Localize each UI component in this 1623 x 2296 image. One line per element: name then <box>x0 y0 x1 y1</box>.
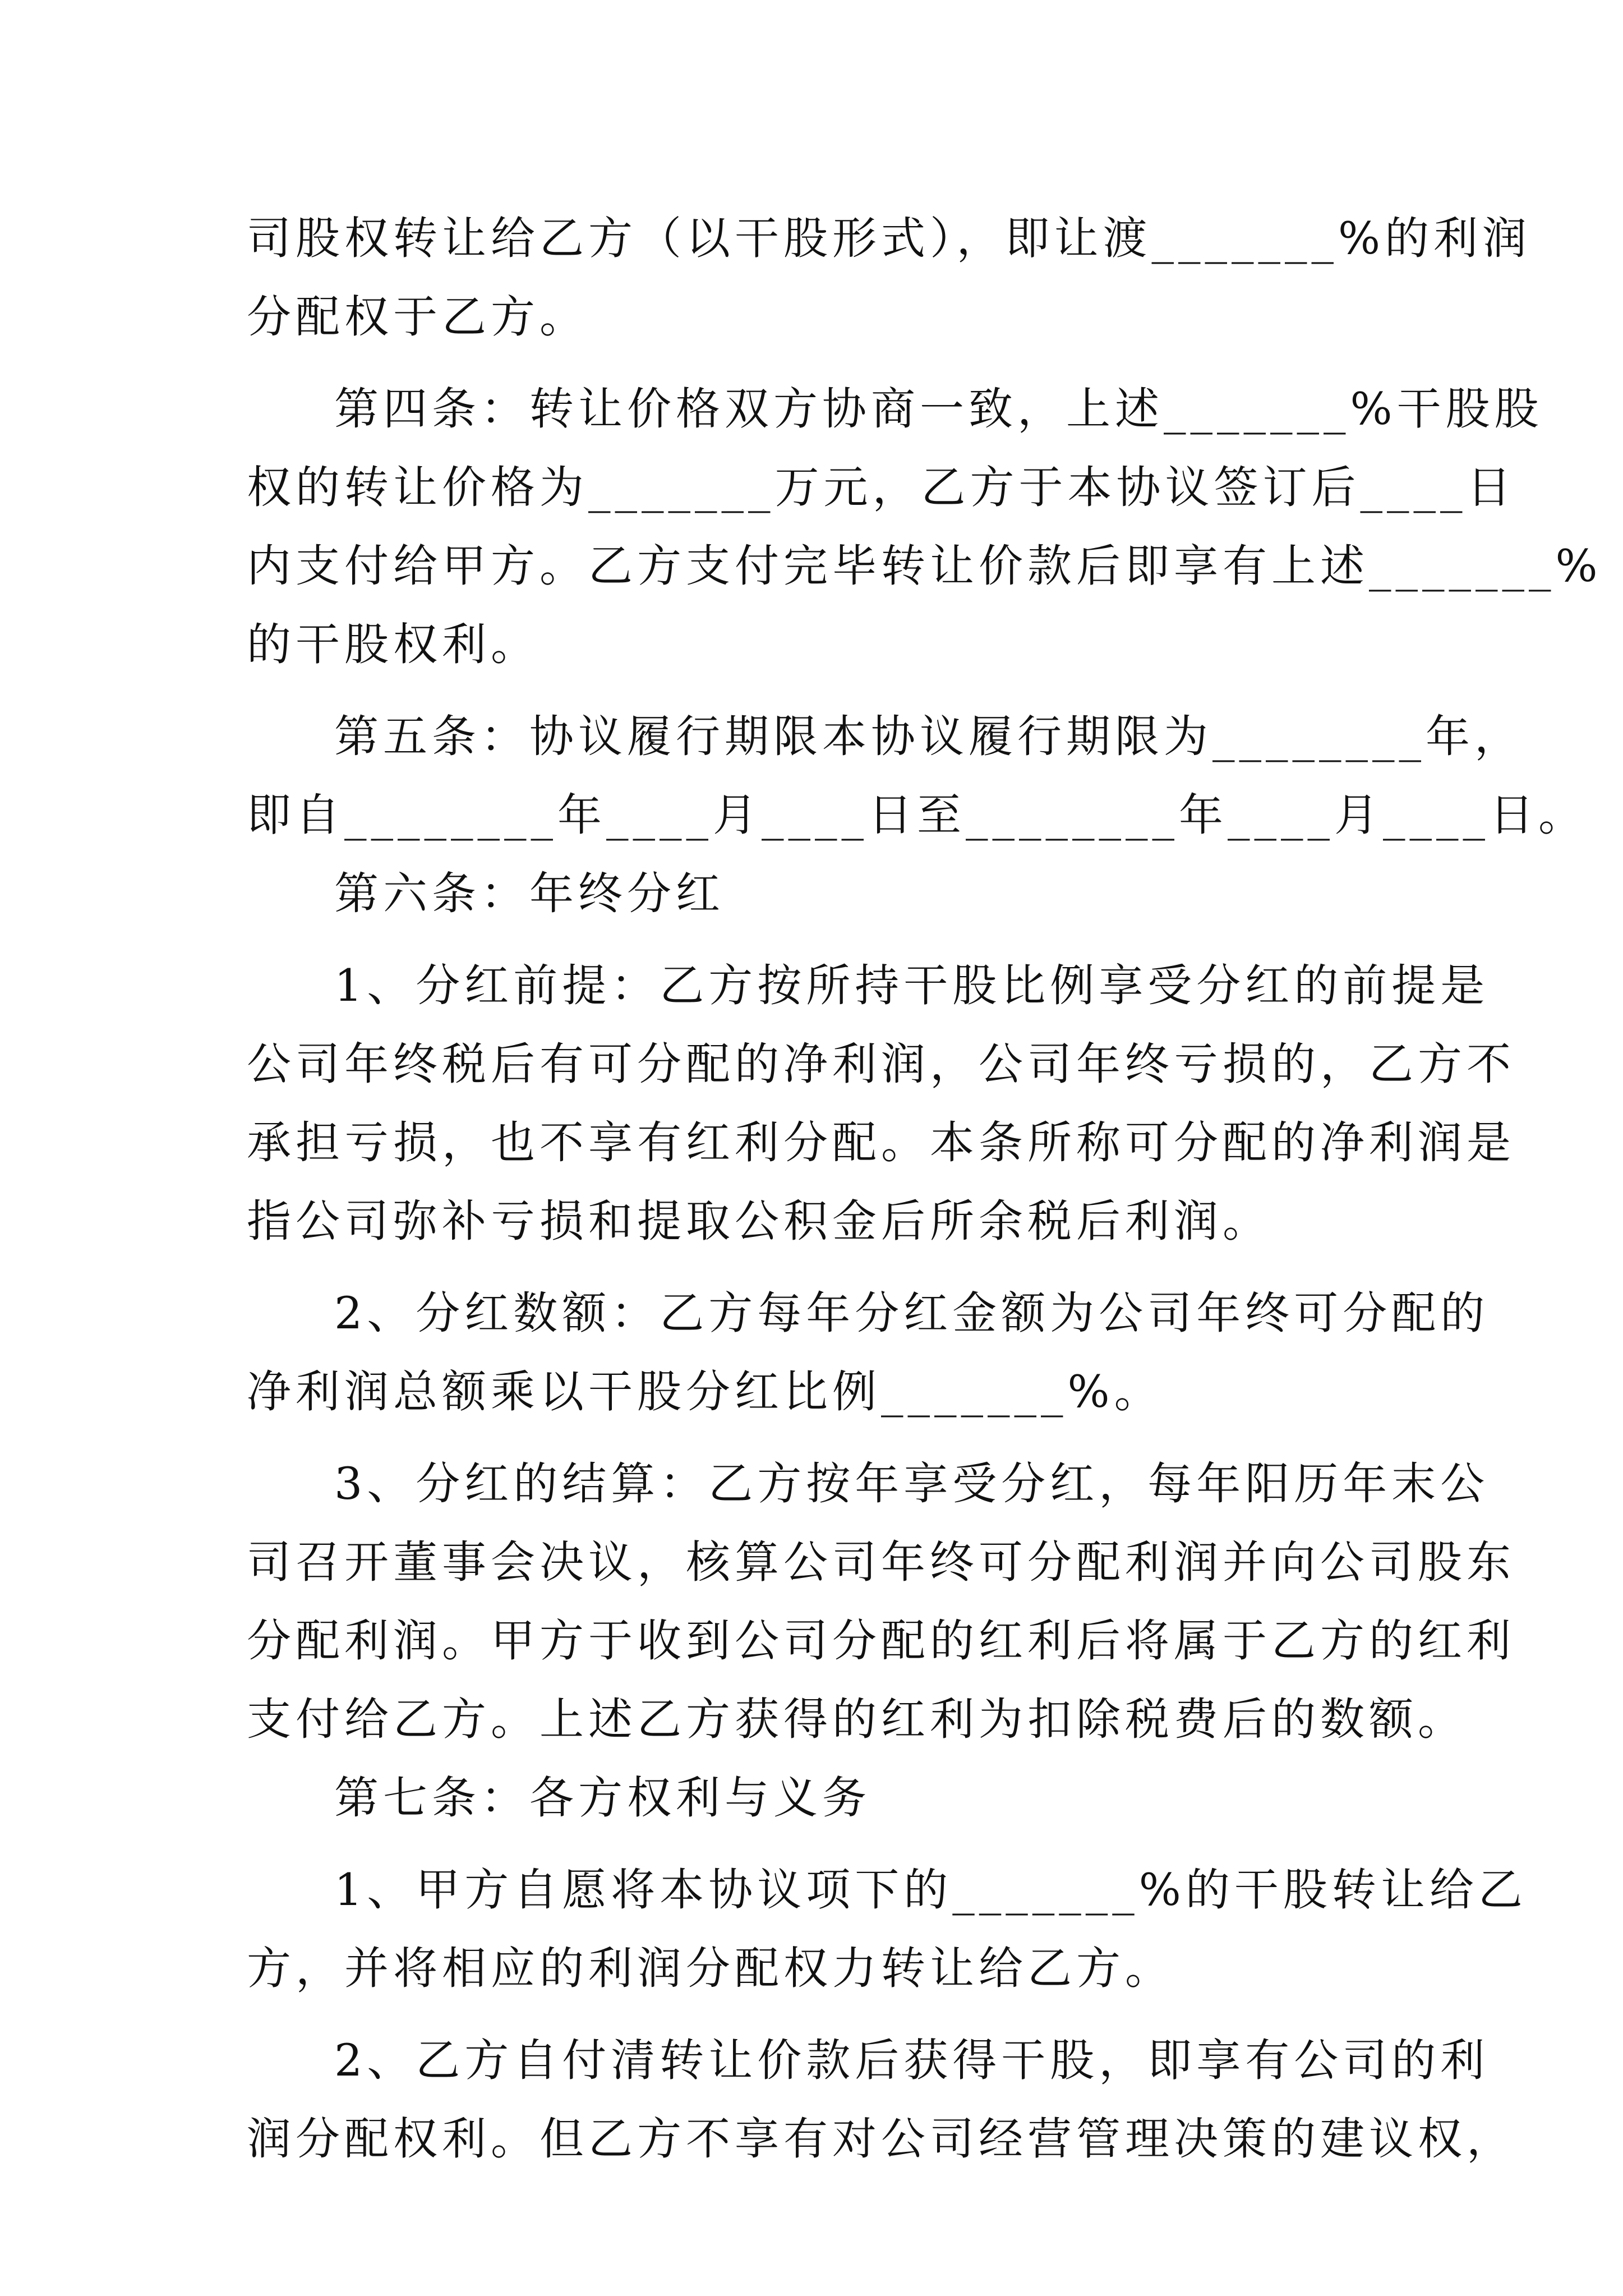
text-line: 净利润总额乘以干股分红比例_______%。 <box>247 1366 1163 1418</box>
text-line: 2、分红数额：乙方每年分红金额为公司年终可分配的 <box>334 1287 1490 1339</box>
document-body <box>247 199 1602 2178</box>
text-line: 分配利润。甲方于收到公司分配的红利后将属于乙方的红利 <box>247 1615 1515 1667</box>
text-line: 的干股权利。 <box>247 619 540 670</box>
text-line: 内支付给甲方。乙方支付完毕转让价款后即享有上述_______% <box>247 540 1602 592</box>
text-line: 即自________年____月____日至________年____月____日。 <box>247 789 1587 841</box>
text-line: 3、分红的结算：乙方按年享受分红，每年阳历年末公 <box>334 1458 1490 1510</box>
text-line: 司股权转让给乙方（以干股形式），即让渡_______%的利润 <box>247 213 1532 264</box>
text-line: 第四条：转让价格双方协商一致，上述_______%干股股 <box>334 383 1543 435</box>
text-line: 润分配权利。但乙方不享有对公司经营管理决策的建议权， <box>247 2113 1515 2165</box>
text-line: 承担亏损，也不享有红利分配。本条所称可分配的净利润是 <box>247 1117 1515 1168</box>
text-line: 公司年终税后有可分配的净利润，公司年终亏损的，乙方不 <box>247 1038 1515 1090</box>
text-line: 司召开董事会决议，核算公司年终可分配利润并向公司股东 <box>247 1536 1515 1588</box>
text-line: 支付给乙方。上述乙方获得的红利为扣除税费后的数额。 <box>247 1694 1467 1745</box>
text-line: 第五条：协议履行期限本协议履行期限为________年， <box>334 711 1523 762</box>
text-line: 第六条：年终分红 <box>334 868 725 919</box>
text-line: 方，并将相应的利润分配权力转让给乙方。 <box>247 1943 1174 1994</box>
text-line: 权的转让价格为_______万元，乙方于本协议签订后____日 <box>247 462 1516 513</box>
text-line: 1、甲方自愿将本协议项下的_______%的干股转让给乙 <box>334 1864 1527 1916</box>
text-line: 1、分红前提：乙方按所持干股比例享受分红的前提是 <box>334 960 1490 1011</box>
text-line: 指公司弥补亏损和提取公积金后所余税后利润。 <box>247 1195 1271 1247</box>
text-line: 第七条：各方权利与义务 <box>334 1772 871 1824</box>
text-line: 2、乙方自付清转让价款后获得干股，即享有公司的利 <box>334 2035 1490 2086</box>
text-line: 分配权于乙方。 <box>247 291 588 343</box>
